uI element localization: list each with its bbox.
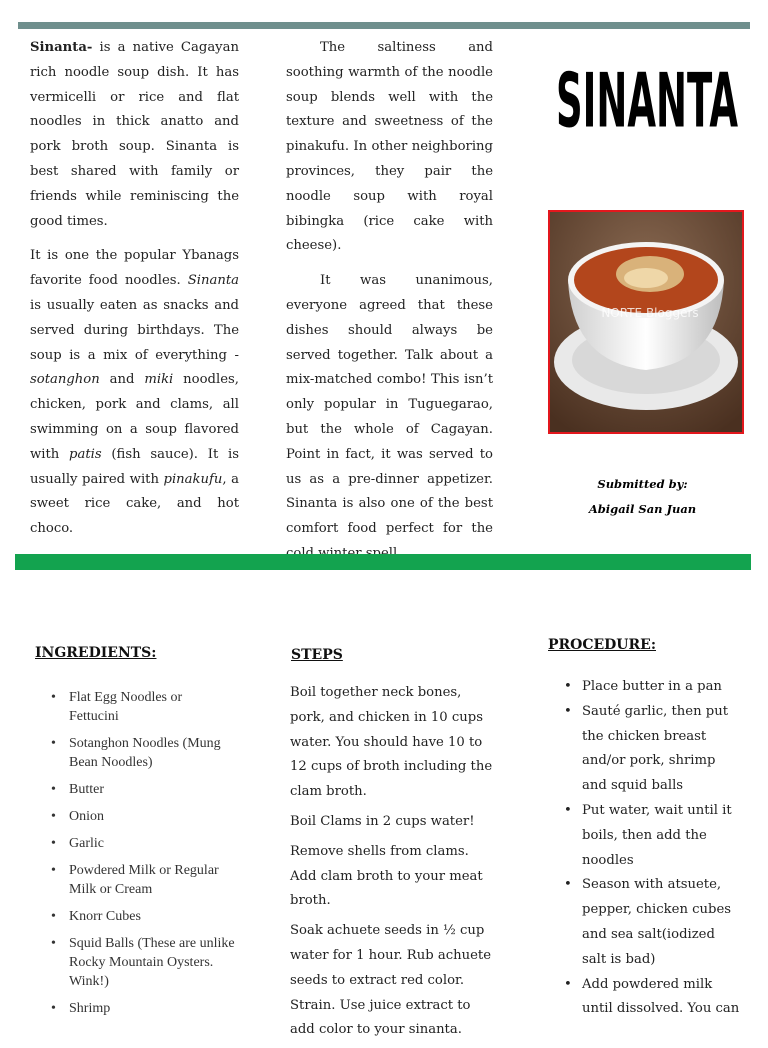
ingredient-item: • Knorr Cubes (35, 907, 235, 926)
section-divider-bar (15, 554, 751, 570)
pairing-column (286, 36, 493, 577)
combo-paragraph: It was unanimous, everyone agreed that these dishes should always be served together. Talk about a mix-matched combo! This isn’t only popular in Tuguegarao, but the whole of Cagayan. Point in fact, it was served to us as a pre-dinner appetizer. Sinanta is also one of the best comfort food perfect for the (286, 273, 493, 537)
procedure-item: • Add powdered milk until dissolved. You can (548, 973, 743, 1023)
procedure-item: • Season with atsuete, pepper, chicken cubes and sea salt(iodized salt is bad) (548, 873, 743, 972)
description-paragraph: It is one the popular Ybanags favorite food noodles. Sinanta is usually eaten as snacks and served during birthdays. The soup is a mix of everything - sotanghon and miki noodles, chicken, pork and clams, all swimming on a soup flavored with patis (fish sauce). It is usually paired with pinakufu, a sweet rice cake, and hot choco. (30, 248, 239, 537)
ingredient-item: • Butter (35, 780, 235, 799)
top-divider-bar (18, 22, 750, 29)
step-paragraph: Boil Clams in 2 cups water! (290, 813, 475, 829)
steps-heading: STEPS (291, 647, 343, 663)
dish-name-bold: Sinanta- (30, 40, 93, 55)
step-paragraph: Remove shells from clams. Add clam broth to your meat broth. (290, 843, 483, 909)
ingredient-item: • Sotanghon Noodles (Mung Bean Noodles) (35, 734, 235, 772)
ingredients-heading: INGREDIENTS: (35, 645, 157, 661)
soup-bowl-illustration (550, 212, 742, 432)
pairing-paragraph: The saltiness and soothing warmth of the noodle soup blends well with the texture and sweetness of the pinakufu. In other neighboring provinces, they pair the noodle soup with royal bibingka (rice cake with cheese). (286, 40, 493, 254)
submitter-name: Abigail San Juan (588, 502, 697, 516)
steps-list (290, 681, 498, 1048)
soup-photo (548, 210, 744, 434)
ingredient-item: • Powdered Milk or Regular Milk or Cream (35, 861, 235, 899)
submitted-label: Submitted by: (597, 477, 688, 491)
intro-paragraph: Sinanta- is a native Cagayan rich noodle soup dish. It has vermicelli or rice and flat noodles in thick anatto and pork broth soup. Sinanta is best shared with family or friends while reminiscing the good times. (30, 40, 239, 229)
procedure-list (548, 675, 743, 1022)
photo-watermark: NORTE Bloggers (601, 306, 699, 320)
ingredients-list (35, 688, 235, 1026)
step-paragraph: Soak achuete seeds in ½ cup water for 1 hour. Rub achuete seeds to extract red color. Strain. Use juice extract to add color to your sinanta. (290, 923, 492, 1038)
procedure-item: • Sauté garlic, then put the chicken breast and/or pork, shrimp and squid balls (548, 700, 743, 799)
ingredient-item: • Onion (35, 807, 235, 826)
procedure-heading: PROCEDURE: (548, 637, 656, 653)
title-text: SINANTA (556, 58, 739, 146)
step-paragraph: Boil together neck bones, pork, and chicken in 10 cups water. You should have 10 to 12 cups of broth including the clam broth. (290, 685, 493, 800)
submission-credit (560, 472, 725, 522)
procedure-item: • Place butter in a pan (548, 675, 743, 700)
ingredient-item: • Flat Egg Noodles or Fettucini (35, 688, 235, 726)
ingredient-item: • Garlic (35, 834, 235, 853)
intro-column (30, 36, 239, 552)
ingredient-item: • Shrimp (35, 999, 235, 1018)
procedure-item: • Put water, wait until it boils, then add the noodles (548, 799, 743, 873)
sinanta-title-logo (552, 54, 742, 146)
ingredient-item: • Squid Balls (These are unlike Rocky Mountain Oysters. Wink!) (35, 934, 235, 991)
